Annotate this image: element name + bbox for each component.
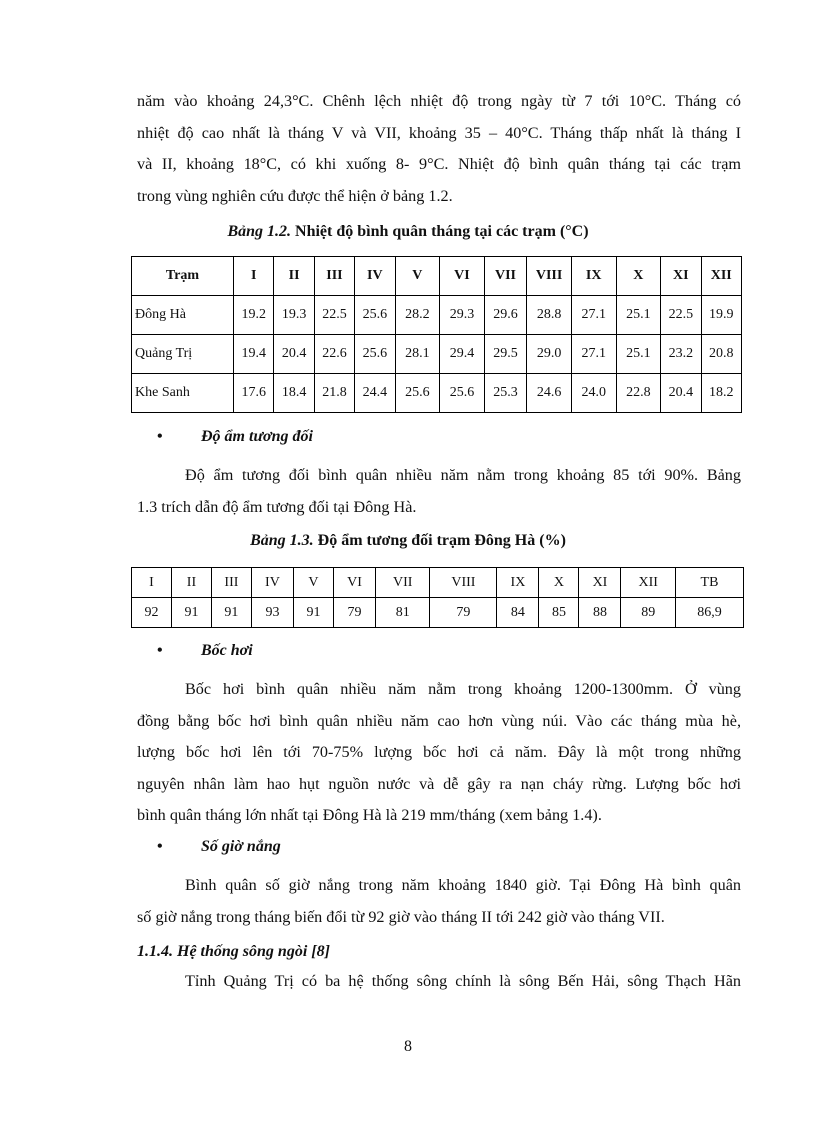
table-cell: 25.6 <box>395 374 440 413</box>
table-cell: 88 <box>579 598 621 628</box>
table-cell: 89 <box>621 598 675 628</box>
text-line: lượng bốc hơi lên tới 70-75% lượng bốc hơi cả năm. Đây là một trong những <box>137 743 741 761</box>
header-cell: X <box>616 257 661 296</box>
header-cell: III <box>211 568 251 598</box>
table-cell: 91 <box>293 598 333 628</box>
table-cell: 29.4 <box>440 335 485 374</box>
header-cell: III <box>314 257 354 296</box>
caption-text: Độ ẩm tương đối trạm Đông Hà (%) <box>313 532 566 549</box>
table-cell: 29.3 <box>440 296 485 335</box>
table-cell: 25.3 <box>484 374 527 413</box>
table-cell: 85 <box>539 598 579 628</box>
header-cell: Trạm <box>132 257 234 296</box>
bullet-sunshine <box>157 838 281 856</box>
caption-label: Bảng 1.2. <box>227 223 292 240</box>
header-cell: II <box>171 568 211 598</box>
header-cell: VI <box>333 568 375 598</box>
table-cell: 19.3 <box>274 296 314 335</box>
table-cell: 25.6 <box>440 374 485 413</box>
station-cell: Khe Sanh <box>132 374 234 413</box>
table-cell: 20.4 <box>274 335 314 374</box>
table-cell: 22.6 <box>314 335 354 374</box>
temperature-table <box>131 256 742 413</box>
table-cell: 22.5 <box>661 296 701 335</box>
humidity-table <box>131 567 744 628</box>
table-cell: 25.6 <box>355 335 395 374</box>
paragraph-rivers <box>137 966 741 998</box>
table-1-3-caption <box>0 532 816 550</box>
text-line: nhiệt độ cao nhất là tháng V và VII, khoảng 35 – 40°C. Tháng thấp nhất là tháng I <box>137 123 741 142</box>
text-line: 1.3 trích dẫn độ ẩm tương đối tại Đông Hà. <box>137 497 417 516</box>
bullet-icon: • <box>157 428 163 445</box>
table-cell: 93 <box>251 598 293 628</box>
header-cell: IX <box>571 257 616 296</box>
table-cell: 19.4 <box>234 335 274 374</box>
station-cell: Đông Hà <box>132 296 234 335</box>
table-cell: 91 <box>211 598 251 628</box>
station-cell: Quảng Trị <box>132 335 234 374</box>
table-cell: 19.9 <box>701 296 741 335</box>
table-cell: 29.5 <box>484 335 527 374</box>
paragraph-humidity <box>137 460 741 523</box>
header-cell: V <box>395 257 440 296</box>
header-cell: IV <box>355 257 395 296</box>
header-cell: TB <box>675 568 743 598</box>
table-cell: 29.0 <box>527 335 572 374</box>
text-line: Bình quân số giờ nắng trong năm khoảng 1840 giờ. Tại Đông Hà bình quân <box>185 876 741 894</box>
table-cell: 18.2 <box>701 374 741 413</box>
header-cell: VI <box>440 257 485 296</box>
header-cell: XII <box>621 568 675 598</box>
table-cell: 20.4 <box>661 374 701 413</box>
text-line: số giờ nắng trong tháng biến đổi từ 92 giờ vào tháng II tới 242 giờ vào tháng VII. <box>137 907 665 926</box>
table-cell: 22.8 <box>616 374 661 413</box>
header-cell: I <box>132 568 172 598</box>
table-cell: 91 <box>171 598 211 628</box>
table-cell: 25.6 <box>355 296 395 335</box>
header-cell: X <box>539 568 579 598</box>
table-cell: 19.2 <box>234 296 274 335</box>
table-cell: 27.1 <box>571 335 616 374</box>
bullet-label: Bốc hơi <box>201 642 253 659</box>
table-cell: 28.8 <box>527 296 572 335</box>
header-cell: V <box>293 568 333 598</box>
table-cell: 79 <box>430 598 497 628</box>
table-cell: 22.5 <box>314 296 354 335</box>
table-cell: 92 <box>132 598 172 628</box>
header-cell: VII <box>376 568 430 598</box>
paragraph-evaporation <box>137 674 741 832</box>
table-row <box>132 296 742 335</box>
header-cell: XII <box>701 257 741 296</box>
table-row <box>132 374 742 413</box>
table-header-row <box>132 257 742 296</box>
text-line: Độ ẩm tương đối bình quân nhiều năm nằm trong khoảng 85 tới 90%. Bảng <box>185 466 741 484</box>
text-line: Bốc hơi bình quân nhiều năm nằm trong khoảng 1200-1300mm. Ở vùng <box>185 680 741 698</box>
table-cell: 29.6 <box>484 296 527 335</box>
page-number: 8 <box>404 1038 412 1055</box>
table-cell: 24.0 <box>571 374 616 413</box>
bullet-label: Số giờ nắng <box>201 838 281 855</box>
section-heading: 1.1.4. Hệ thống sông ngòi [8] <box>137 943 330 960</box>
text-line: trong vùng nghiên cứu được thể hiện ở bảng 1.2. <box>137 186 453 205</box>
table-cell: 28.2 <box>395 296 440 335</box>
header-cell: II <box>274 257 314 296</box>
table-row <box>132 335 742 374</box>
text-line: và II, khoảng 18°C, có khi xuống 8- 9°C. Nhiệt độ bình quân tháng tại các trạm <box>137 155 741 173</box>
table-cell: 24.4 <box>355 374 395 413</box>
text-line: năm vào khoảng 24,3°C. Chênh lệch nhiệt độ trong ngày từ 7 tới 10°C. Tháng có <box>137 92 741 110</box>
header-cell: IV <box>251 568 293 598</box>
header-cell: IX <box>497 568 539 598</box>
table-cell: 23.2 <box>661 335 701 374</box>
table-cell: 21.8 <box>314 374 354 413</box>
table-cell: 27.1 <box>571 296 616 335</box>
header-cell: VII <box>484 257 527 296</box>
table-cell: 17.6 <box>234 374 274 413</box>
text-line: bình quân tháng lớn nhất tại Đông Hà là 219 mm/tháng (xem bảng 1.4). <box>137 806 602 824</box>
header-cell: VIII <box>430 568 497 598</box>
table-cell: 28.1 <box>395 335 440 374</box>
bullet-label: Độ ẩm tương đối <box>201 428 313 445</box>
caption-text: Nhiệt độ bình quân tháng tại các trạm (°C) <box>291 223 589 240</box>
table-1-2-caption <box>0 223 816 241</box>
table-cell: 79 <box>333 598 375 628</box>
table-cell: 24.6 <box>527 374 572 413</box>
text-line: Tỉnh Quảng Trị có ba hệ thống sông chính là sông Bến Hải, sông Thạch Hãn <box>185 972 741 990</box>
text-line: nguyên nhân làm hao hụt nguồn nước và dễ gây ra nạn cháy rừng. Lượng bốc hơi <box>137 774 741 793</box>
header-cell: XI <box>661 257 701 296</box>
bullet-icon: • <box>157 642 163 659</box>
header-cell: XI <box>579 568 621 598</box>
table-cell: 86,9 <box>675 598 743 628</box>
table-row <box>132 598 744 628</box>
text-line: đồng bằng bốc hơi bình quân nhiều năm cao hơn vùng núi. Vào các tháng mùa hè, <box>137 711 741 730</box>
caption-label: Bảng 1.3. <box>250 532 314 549</box>
bullet-humidity <box>157 428 313 446</box>
header-cell: VIII <box>527 257 572 296</box>
table-cell: 84 <box>497 598 539 628</box>
paragraph-temperature <box>137 86 741 212</box>
bullet-evaporation <box>157 642 253 660</box>
table-cell: 25.1 <box>616 335 661 374</box>
table-cell: 81 <box>376 598 430 628</box>
table-header-row <box>132 568 744 598</box>
paragraph-sunshine <box>137 870 741 933</box>
table-cell: 25.1 <box>616 296 661 335</box>
table-cell: 18.4 <box>274 374 314 413</box>
header-cell: I <box>234 257 274 296</box>
table-cell: 20.8 <box>701 335 741 374</box>
bullet-icon: • <box>157 838 163 855</box>
